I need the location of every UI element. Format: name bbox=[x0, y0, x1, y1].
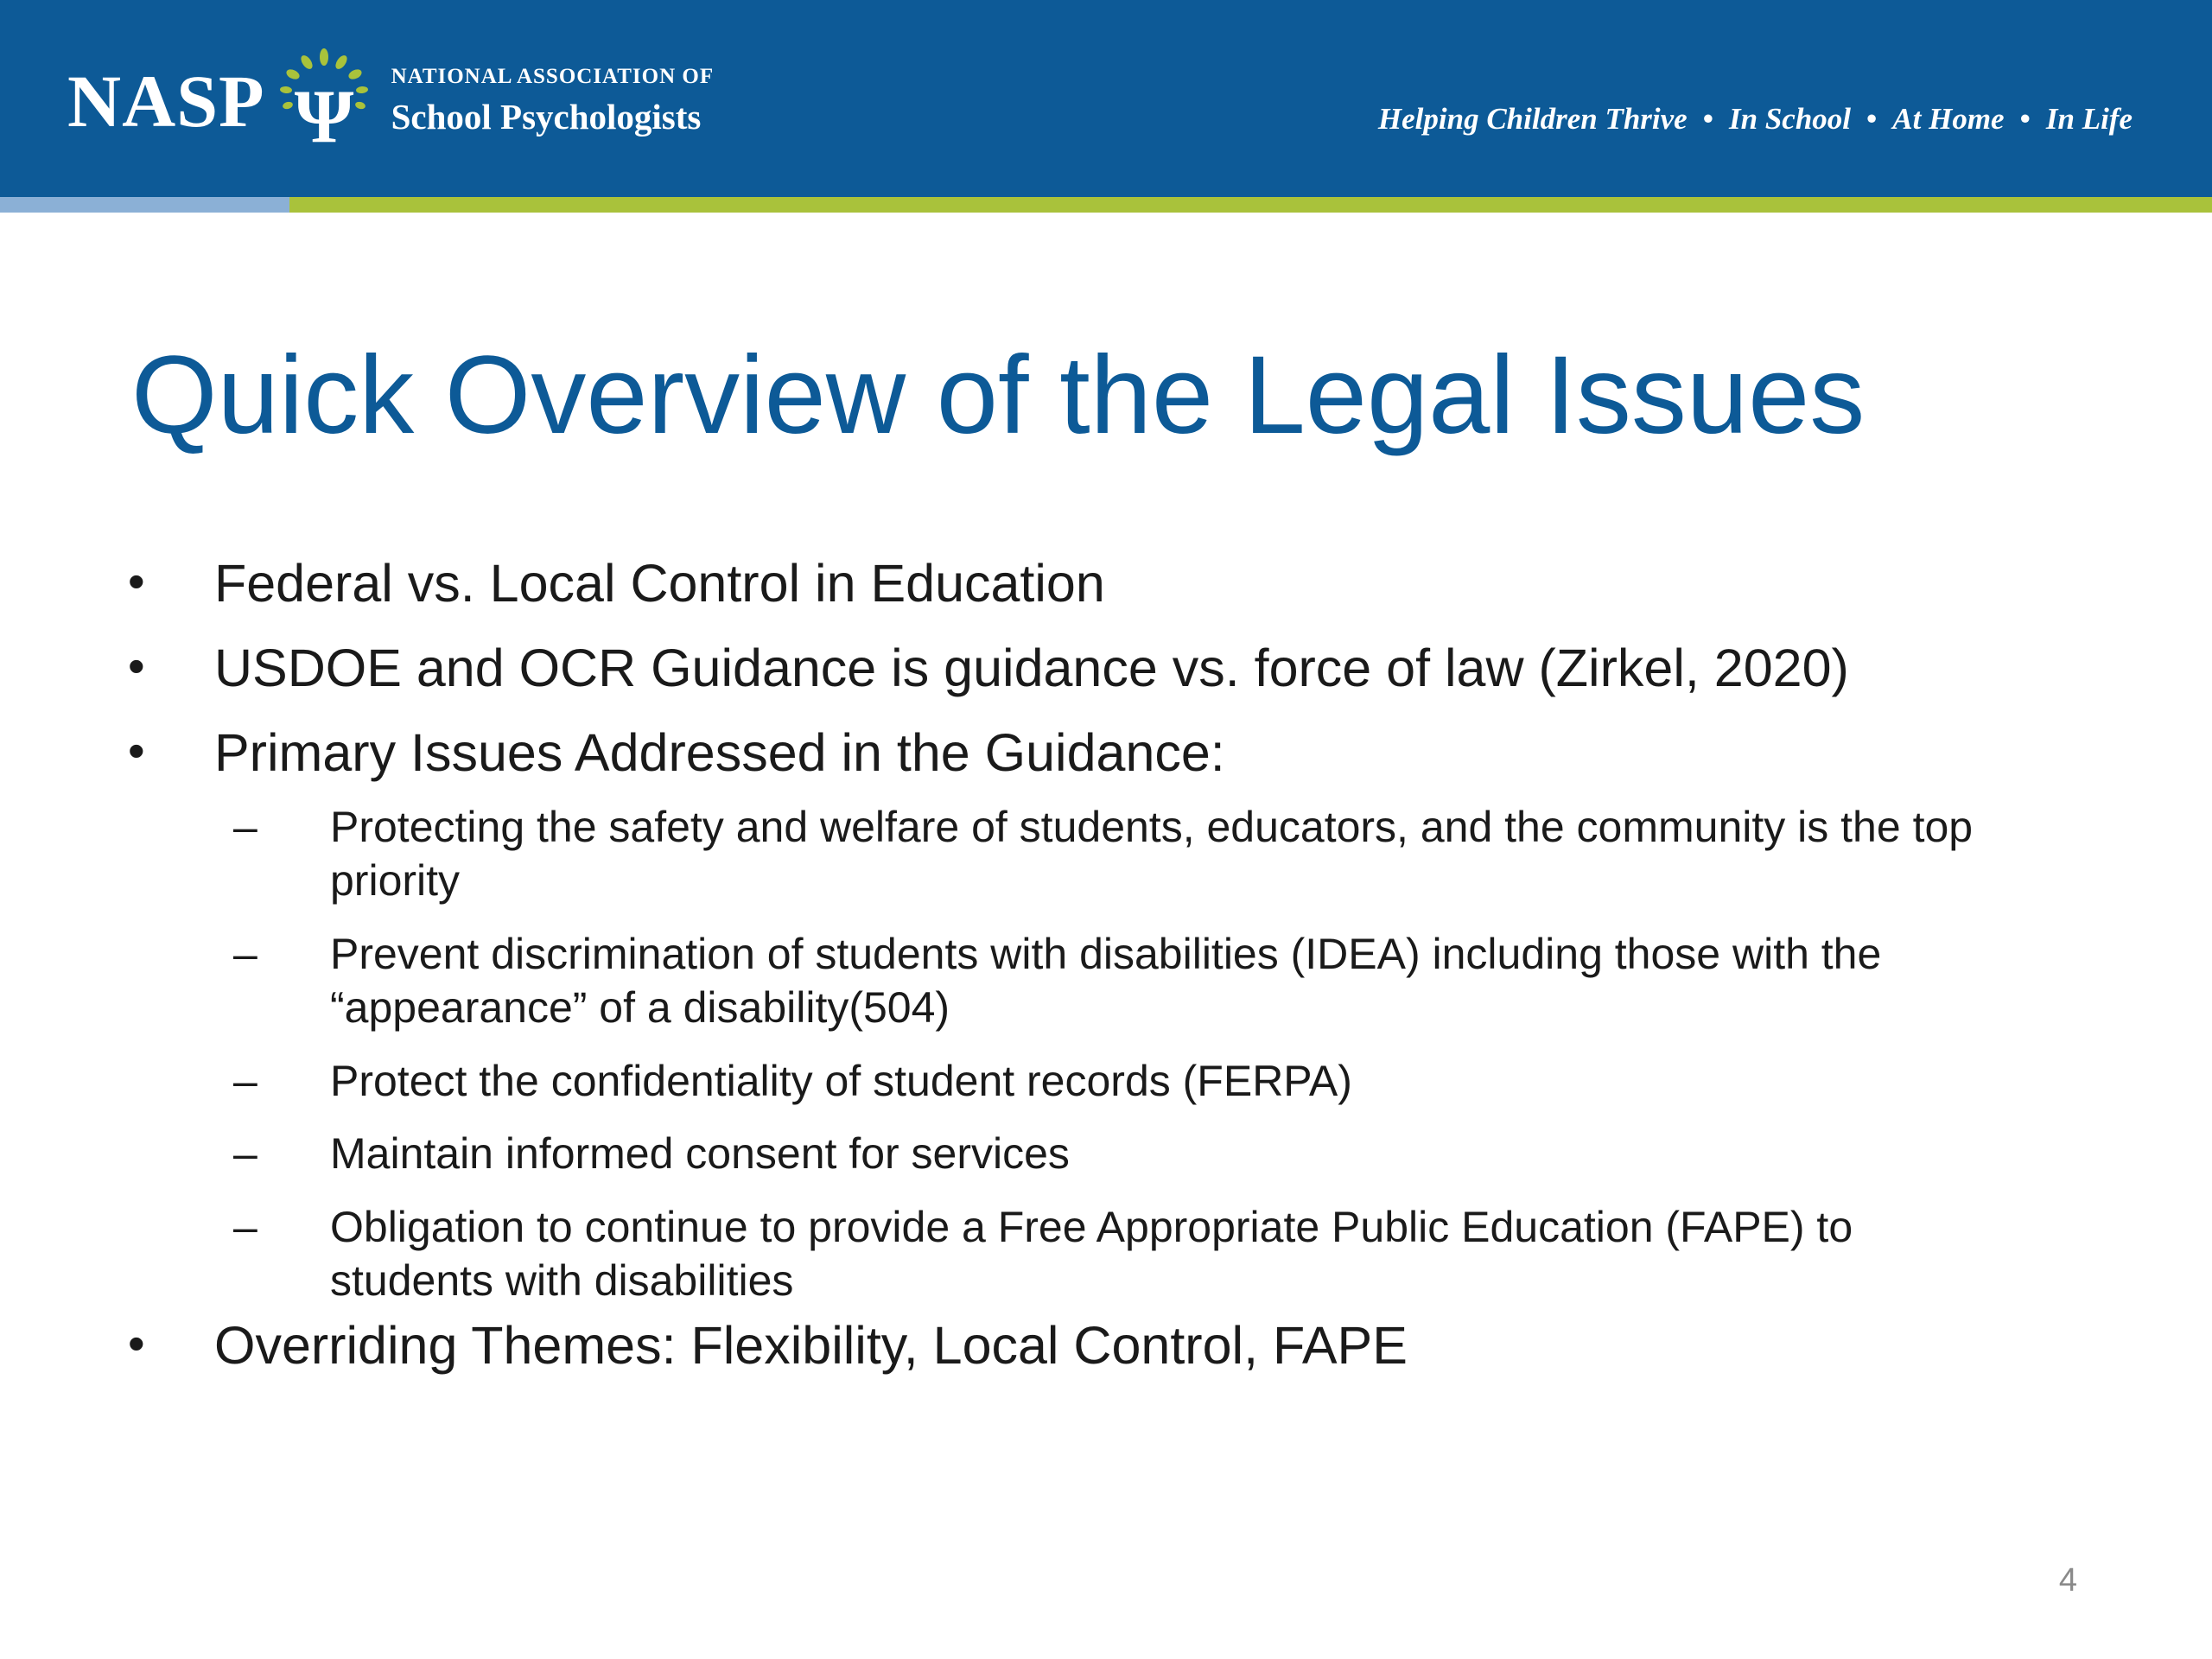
bullet-item bbox=[128, 553, 2115, 615]
tagline-part: In Life bbox=[2045, 102, 2133, 136]
org-name-line1: NATIONAL ASSOCIATION OF bbox=[391, 65, 715, 88]
logo-wordmark: NASP bbox=[67, 60, 265, 143]
bullet-marker: • bbox=[128, 722, 145, 778]
sub-bullet-list bbox=[233, 800, 2115, 1308]
psi-leaf-icon bbox=[272, 45, 376, 157]
bullet-marker: • bbox=[128, 638, 145, 693]
slide-title: Quick Overview of the Legal Issues bbox=[131, 334, 1866, 457]
sub-bullet-marker: – bbox=[233, 802, 257, 851]
sub-bullet-marker: – bbox=[233, 929, 257, 978]
bullet-marker: • bbox=[128, 1315, 145, 1370]
bullet-item bbox=[128, 1315, 2115, 1377]
sub-bullet-marker: – bbox=[233, 1056, 257, 1105]
sub-bullet-item bbox=[233, 1127, 2115, 1181]
bullet-item bbox=[128, 722, 2115, 785]
sub-bullet-item bbox=[233, 1054, 2115, 1109]
slide-body bbox=[128, 553, 2115, 1400]
logo-symbol-glyph: Ψ bbox=[294, 75, 353, 157]
accent-bar-blue bbox=[0, 197, 289, 213]
bullet-text: Primary Issues Addressed in the Guidance: bbox=[214, 722, 1225, 782]
sub-bullet-text: Maintain informed consent for services bbox=[330, 1129, 1070, 1179]
tagline-separator: • bbox=[1866, 102, 1878, 136]
header-banner bbox=[0, 0, 2212, 197]
sub-bullet-item bbox=[233, 800, 2115, 908]
sub-bullet-text: Protecting the safety and welfare of students, educators, and the community is the top priority bbox=[330, 802, 1974, 906]
nasp-logo[interactable] bbox=[67, 45, 714, 157]
bullet-item bbox=[128, 638, 2115, 700]
tagline-part: Helping Children Thrive bbox=[1377, 102, 1688, 136]
sub-bullet-marker: – bbox=[233, 1129, 257, 1179]
tagline-part: In School bbox=[1728, 102, 1852, 136]
bullet-text: USDOE and OCR Guidance is guidance vs. force of law (Zirkel, 2020) bbox=[214, 638, 1849, 697]
sub-bullet-text: Protect the confidentiality of student records (FERPA) bbox=[330, 1056, 1352, 1105]
bullet-text: Overriding Themes: Flexibility, Local Control, FAPE bbox=[214, 1315, 1408, 1375]
sub-bullet-item bbox=[233, 927, 2115, 1035]
page-number: 4 bbox=[2058, 1562, 2077, 1599]
tagline-separator: • bbox=[2019, 102, 2031, 136]
tagline bbox=[1378, 102, 2133, 137]
tagline-part: At Home bbox=[1892, 102, 2005, 136]
sub-bullet-marker: – bbox=[233, 1202, 257, 1251]
sub-bullet-item bbox=[233, 1200, 2115, 1308]
logo-org-name bbox=[391, 65, 715, 137]
sub-bullet-text: Prevent discrimination of students with disabilities (IDEA) including those with the “appearance” of a disability(504) bbox=[330, 929, 1882, 1033]
tagline-separator: • bbox=[1702, 102, 1713, 136]
bullet-marker: • bbox=[128, 554, 145, 608]
accent-bar-green bbox=[289, 197, 2212, 213]
sub-bullet-text: Obligation to continue to provide a Free Appropriate Public Education (FAPE) to students with disabilities bbox=[330, 1202, 1853, 1306]
org-name-line2: School Psychologists bbox=[391, 97, 702, 137]
bullet-text: Federal vs. Local Control in Education bbox=[214, 554, 1105, 613]
